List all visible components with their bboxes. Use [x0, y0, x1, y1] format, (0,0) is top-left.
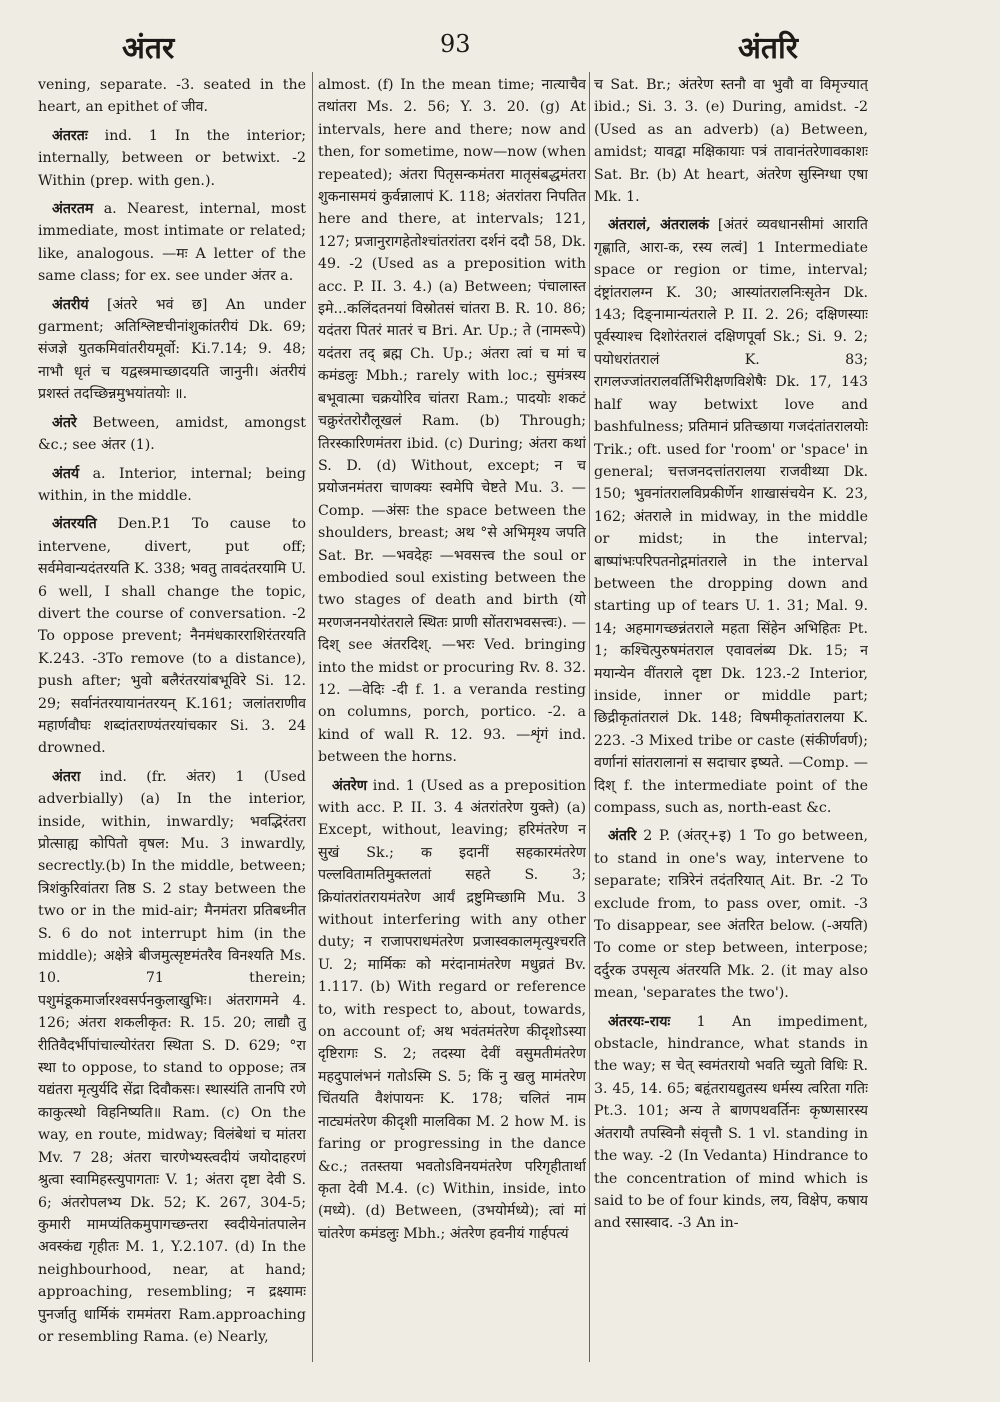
entry [594, 214, 868, 819]
entry-text: ind. 1 In the interior; internally, between or betwixt. -2 Within (prep. with gen.). [38, 127, 306, 189]
column-rule [312, 72, 313, 1362]
entry-text: ind. (fr. अंतर) 1 (Used adverbially) (a) In the interior, inside, within, inwardly; भवद्भिरंतरा प्रोत्साह्य कोपितो वृषल: Mu. 3 inwardly, secrectly.(b) In the middle, between; त्रिशंकुरिवांतरा तिष्ठ S. 2 stay between the two or in the mid-air; मैनमंतरा प्रतिबध्नीत S. 6 do not interrupt him (in the middle); अक्षेत्रे बीजमुत्सृष्टमंतरैव विनश्यति Ms. 10. 71 therein; पशुमंडूकमार्जारश्वसर्पनकुलाखुभिः। अंतरागमने 4. 126; अंतरा शकलीकृत: R. 15. 20; लाद्यौ तु रीतिवैदर्भीपांचाल्योरंतरा स्थिता S. D. 629; °रा स्था to oppose, to stand to oppose; तत्र यद्यंतरा मृत्युर्यदि सेंद्रा दिवौकसः। स्थास्यंति तानपि रणे काकुत्स्थो विहनिष्यति॥ Ram. (c) On the way, en route, midway; विलंबेथां च मांतरा Mv. 7 28; अंतरा चारणेभ्यस्त्वदीयं जयोदाहरणं श्रुत्वा स्वामिहस्त्युपागताः V. 1; अंतरा दृष्टा देवी S. 6; अंतरोपलभ्य Dk. 52; K. 267, 304-5; कुमारी मामप्यंतिकमुपागच्छन्तरा स्वदीयेनांतपालेन अवस्कंद्य गृहीतः M. 1, Y.2.107. (d) In the neighbourhood, near, at hand; approaching, resembling; न द्रक्ष्यामः पुनर्जातु धार्मिकं राममंतरा Ram.approaching or resembling Rama. (e) Nearly, [38, 768, 306, 1345]
entry-text: [अंतरं व्यवधानसीमां आराति गृह्णाति, आरा-क, रस्य लत्वं] 1 Intermediate space or region or time, interval; दंष्ट्रांतरालग्न K. 30; आस्यांतरालनिःसृतेन Dk. 143; दिङ्नामान्यंतराले P. II. 2. 26; दक्षिणस्याः पूर्वस्याश्च दिशोरंतरालं दक्षिणपूर्वा Sk.; Si. 9. 2; पयोधरांतरालं K. 83; रागलज्जांतरालवर्तिभिरीक्षणविशेषैः Dk. 17, 143 half way betwixt love and bashfulness; प्रतिमानं प्रतिच्छाया गजदंतांतरालयोः Trik.; oft. used for 'room' or 'space' in general; चत्तजनदत्तांतरालया राजवीथ्या Dk. 150; भुवनांतरालविप्रकीर्णेन शाखासंचयेन K. 23, 162; अंतराले in midway, in the middle or midst; in the interval; बाष्पांभःपरिपतनोद्गमांतराले in the interval between the dropping down and starting up of tears U. 1. 31; Mal. 9. 14; अहमागच्छन्नंतराले महता सिंहेन अभिहितः Pt. 1; कश्चित्पुरुषमंतराल एवावलंब्य Dk. 15; न मयान्येन वींतराले दृष्टा Dk. 123.-2 Interior, inside, inner or middle part; छिद्रीकृतांतरालं Dk. 148; विषमीकृतांतरालया K. 223. -3 Mixed tribe or caste (संकीर्णवर्ण); वर्णानां सांतरालानां स सदाचार इष्यते. —Comp. —दिश् f. the intermediate point of the compass, such as, north-east &c. [594, 217, 868, 816]
column-1 [38, 74, 306, 1374]
headword: अंतरतः [52, 127, 88, 144]
column-2 [318, 74, 586, 1374]
entry [318, 74, 586, 769]
running-head [0, 22, 1000, 72]
column-3 [594, 74, 868, 1374]
entry [38, 766, 306, 1349]
headword: अंतरयति [52, 516, 97, 533]
headword: अंतर्य [52, 465, 80, 482]
headword: अंतरा [52, 768, 81, 785]
entry [318, 775, 586, 1246]
headword: अंतरेण [332, 777, 367, 794]
entry [38, 463, 306, 508]
headword: अंतरि [608, 828, 637, 845]
entry-text: a. Nearest, internal, most immediate, most intimate or related; like, analogous. —मः A letter of the same class; for ex. see under अंतर a. [38, 201, 306, 285]
entry-text: 1 An impediment, obstacle, hindrance, what stands in the way; स चेत् स्वमंतरायो भवति च्युतो विधिः R. 3. 45, 14. 65; बहृंतरायद्युतस्य धर्मस्य त्वरिता गतिः Pt.3. 101; अन्य ते बाणपथवर्तिनः कृष्णसारस्य अंतरायौ तपस्विनौ संवृत्तौ S. 1 vl. standing in the way. -2 (In Vedanta) Hindrance to the concentration of mind which is said to be of four kinds, लय, विक्षेप, कषाय and रसास्वाद. -3 An in- [594, 1013, 868, 1232]
headword: अंतरीयं [52, 296, 89, 313]
right-guide-word: अंतरि [738, 31, 799, 66]
entry-text: Den.P.1 To cause to intervene, divert, put off; सर्वमेवान्यदंतरयति K. 338; भवतु तावदंतरयामि U. 6 well, I shall change the topic, divert the course of conversation. -2 To oppose prevent; नैनमंधकारराशिरंतरयति K.243. -3To remove (to a distance), push after; भुवो बलैरंतरयांबभूविरे Si. 12. 29; सर्वानंतरयायानंतरयन् K.161; जलांतराणीव महार्णवौघः शब्दांतराण्यंतरयांचकार Si. 3. 24 drowned. [38, 516, 306, 757]
entry [38, 74, 306, 119]
left-guide-word: अंतर [122, 31, 175, 66]
headword: अंतरयः-रायः [608, 1013, 671, 1030]
entry [594, 74, 868, 208]
entry-text: च Sat. Br.; अंतरेण स्तनौ वा भुवौ वा विमृज्यात् ibid.; Si. 3. 3. (e) During, amidst. -2 (Used as an adverb) (a) Between, amidst; यावद्वा मक्षिकायाः पत्रं तावानंतरेणावकाशः Sat. Br. (b) At heart, अंतरेण सुस्निग्धा एषा Mk. 1. [594, 77, 868, 206]
entry [594, 1011, 868, 1235]
entry [38, 513, 306, 759]
entry [38, 125, 306, 192]
page-number: 93 [440, 30, 471, 58]
entry [38, 294, 306, 406]
entry-text: ind. 1 (Used as a preposition with acc. P. II. 3. 4 अंतरांतरेण युक्ते) (a) Except, without, leaving; हरिमंतरेण न सुखं Sk.; क इदानीं सहकारमंतरेण पल्लवितामतिमुक्तलतां सहते S. 3; क्रियांतरांतरायमंतरेण आर्यं द्रष्टुमिच्छामि Mu. 3 without interfering with any other duty; न राजापराधमंतरेण प्रजास्वकालमृत्युश्चरति U. 2; मार्मिकः को मरंदानामंतरेण मधुव्रतं Bv. 1.117. (b) With regard or reference to, with respect to, about, towards, on account of; अथ भवंतमंतरेण कीदृशोऽस्या दृष्टिरागः S. 2; तदस्या देवीं वसुमतीमंतरेण महदुपालंभनं गतोऽस्मि S. 5; किं नु खलु मामंतरेण चिंतयति वैशंपायनः K. 178; चलितं नाम नाट्यमंतरेण कीदृशी मालविका M. 2 how M. is faring or progressing in the dance &c.; ततस्तया भवतोऽविनयमंतरेण परिगृहीतार्था कृता देवी M.4. (c) Within, inside, into (मध्ये). (d) Between, (उभयोर्मध्ये); त्वां मां चांतरेण कमंडलुः Mbh.; अंतरेण हवनीयं गार्हपत्यं [318, 777, 586, 1242]
entry-text: a. Interior, internal; being within, in the middle. [38, 465, 306, 504]
headword: अंतरतम [52, 201, 94, 218]
entry-text: vening, separate. -3. seated in the heart, an epithet of जीव. [38, 77, 306, 116]
entry-text: 2 P. (अंतर्+इ) 1 To go between, to stand in one's way, intervene to separate; रात्रिरेनं तदंतरियात् Ait. Br. -2 To exclude from, to pass over, omit. -3 To disappear, see अंतरित below. (-अयति) To come or step between, interpose; दर्दुरक उपसृत्य अंतरयति Mk. 2. (it may also mean, 'separates the two'). [594, 828, 868, 1002]
headword: अंतरालं, अंतरालकं [608, 217, 710, 234]
entry-text: [अंतरे भवं छ] An under garment; अतिश्लिष्टचीनांशुकांतरीयं Dk. 69; संजज्ञे युतकमिवांतरीयमूर्वो: Ki.7.14; 9. 48; नाभौ धृतं च यद्वस्त्रमाच्छादयति जानुनी। अंतरीयं प्रशस्तं तदच्छिन्नमुभयांतयोः ॥. [38, 296, 306, 403]
entry [594, 825, 868, 1004]
entry-text: Between, amidst, amongst &c.; see अंतर (1). [38, 414, 306, 454]
column-rule [589, 72, 590, 1362]
entry [38, 198, 306, 288]
entry [38, 412, 306, 457]
headword: अंतरे [52, 414, 77, 431]
entry-text: almost. (f) In the mean time; नात्याचैव तथांतरा Ms. 2. 56; Y. 3. 20. (g) At intervals, here and there; now and then, for sometime, now—now (when repeated); अंतरा पितृसन्कमंतरा मातृसंबद्धमंतरा शुकनासमयं कुर्वन्नालापं K. 118; अंतरांतरा निपतित here and there, at intervals; 121, 127; प्रजानुरागहेतोश्चांतरांतरा दर्शनं ददौ 58, Dk. 49. -2 (Used as a preposition with acc. P. II. 3. 4.) (a) Between; पंचालास्त इमे...कलिंदतनयां विस्रोतसं चांतरा B. R. 10. 86; यदंतरा पितरं मातरं च Bri. Ar. Up.; ते (नामरूपे) यदंतरा तद् ब्रह्म Ch. Up.; अंतरा त्वां च मां च कमंडलुः Mbh.; rarely with loc.; सुमंत्रस्य बभूवात्मा चक्रयोरिव चांतरा Ram.; पादयोः शकटं चक्रुरंतरोरौलूखलं Ram. (b) Through; तिरस्कारिणमंतरा ibid. (c) During; अंतरा कथां S. D. (d) Without, except; न च प्रयोजनमंतरा चाणक्यः स्वमेपि चेष्टते Mu. 3. —Comp. —अंसः the space between the shoulders, breast; अथ °से अभिमृश्य जपति Sat. Br. —भवदेहः —भवसत्त्व the soul or embodied soul existing between the two stages of death and birth (यो मरणजननयोरंतराले स्थितः प्राणी सोंतराभवसत्त्वः). —दिश् see अंतरदिश्. —भरः Ved. bringing into the midst or procuring Rv. 8. 32. 12. —वेदिः -दी f. 1. a veranda resting on columns, porch, portico. -2. a kind of wall R. 12. 93. —शृंगं ind. between the horns. [318, 77, 586, 766]
